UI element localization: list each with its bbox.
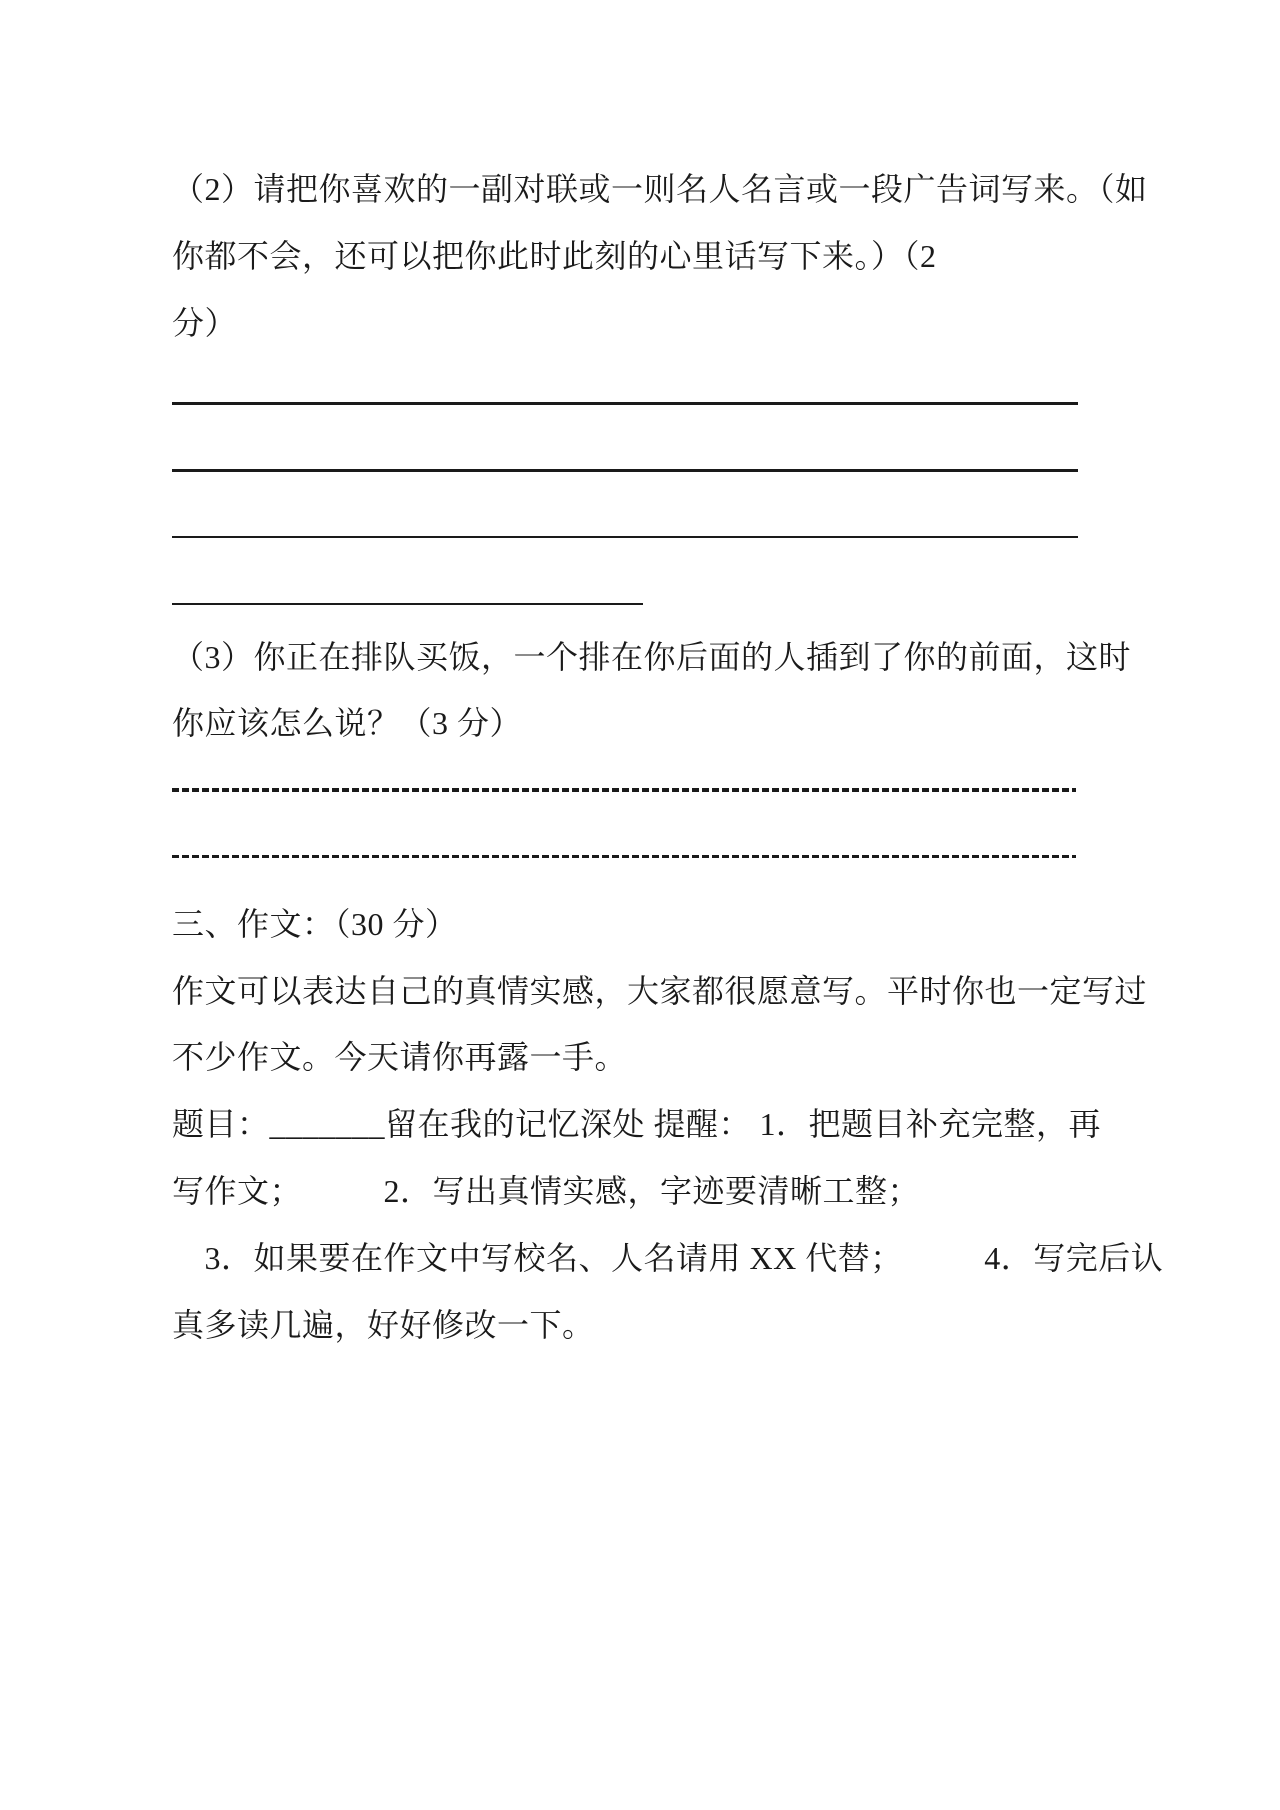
q2-answer-blank-line-1 (172, 356, 1132, 423)
q2-prompt-line-2: 你都不会，还可以把你此时此刻的心里话写下来。）（2 (172, 237, 937, 274)
q2-prompt-line-3: 分） (172, 304, 238, 341)
essay-title-hint-line-4: 真多读几遍，好好修改一下。 (172, 1306, 595, 1343)
essay-section-heading: 三、作文：（30 分） (172, 905, 458, 942)
q3-prompt-line-2: 你应该怎么说？（3 分） (172, 705, 523, 742)
q3-answer-dashed-line-1 (172, 757, 1132, 824)
essay-intro-line-2: 不少作文。今天请你再露一手。 (172, 1039, 628, 1076)
q2-answer-blank-line-4-short (172, 557, 1132, 624)
q2-prompt-line-1: （2）请把你喜欢的一副对联或一则名人名言或一段广告词写来。（如 (172, 171, 1148, 207)
q3-answer-dashed-line-2 (172, 824, 1132, 891)
answer-underline (172, 402, 1078, 405)
answer-dashed-rule (172, 855, 1076, 859)
answer-dashed-rule (172, 788, 1076, 792)
page-content (172, 156, 1164, 1358)
essay-title-hint-line-1: 题目：_______留在我的记忆深处 提醒： 1．把题目补充完整，再 (172, 1106, 1102, 1143)
answer-underline (172, 603, 643, 606)
q2-answer-blank-line-2 (172, 423, 1132, 490)
q3-prompt-line-1: （3）你正在排队买饭，一个排在你后面的人插到了你的前面，这时 (172, 638, 1132, 675)
essay-title-hint-line-3: 3．如果要在作文中写校名、人名请用 XX 代替； 4．写完后认 (172, 1239, 1164, 1276)
essay-intro-line-1: 作文可以表达自己的真情实感，大家都很愿意写。平时你也一定写过 (172, 972, 1148, 1009)
answer-underline (172, 469, 1078, 472)
essay-title-hint-line-2: 写作文； 2．写出真情实感，字迹要清晰工整； (172, 1172, 921, 1209)
q2-answer-blank-line-3 (172, 490, 1132, 557)
answer-underline (172, 536, 1078, 539)
